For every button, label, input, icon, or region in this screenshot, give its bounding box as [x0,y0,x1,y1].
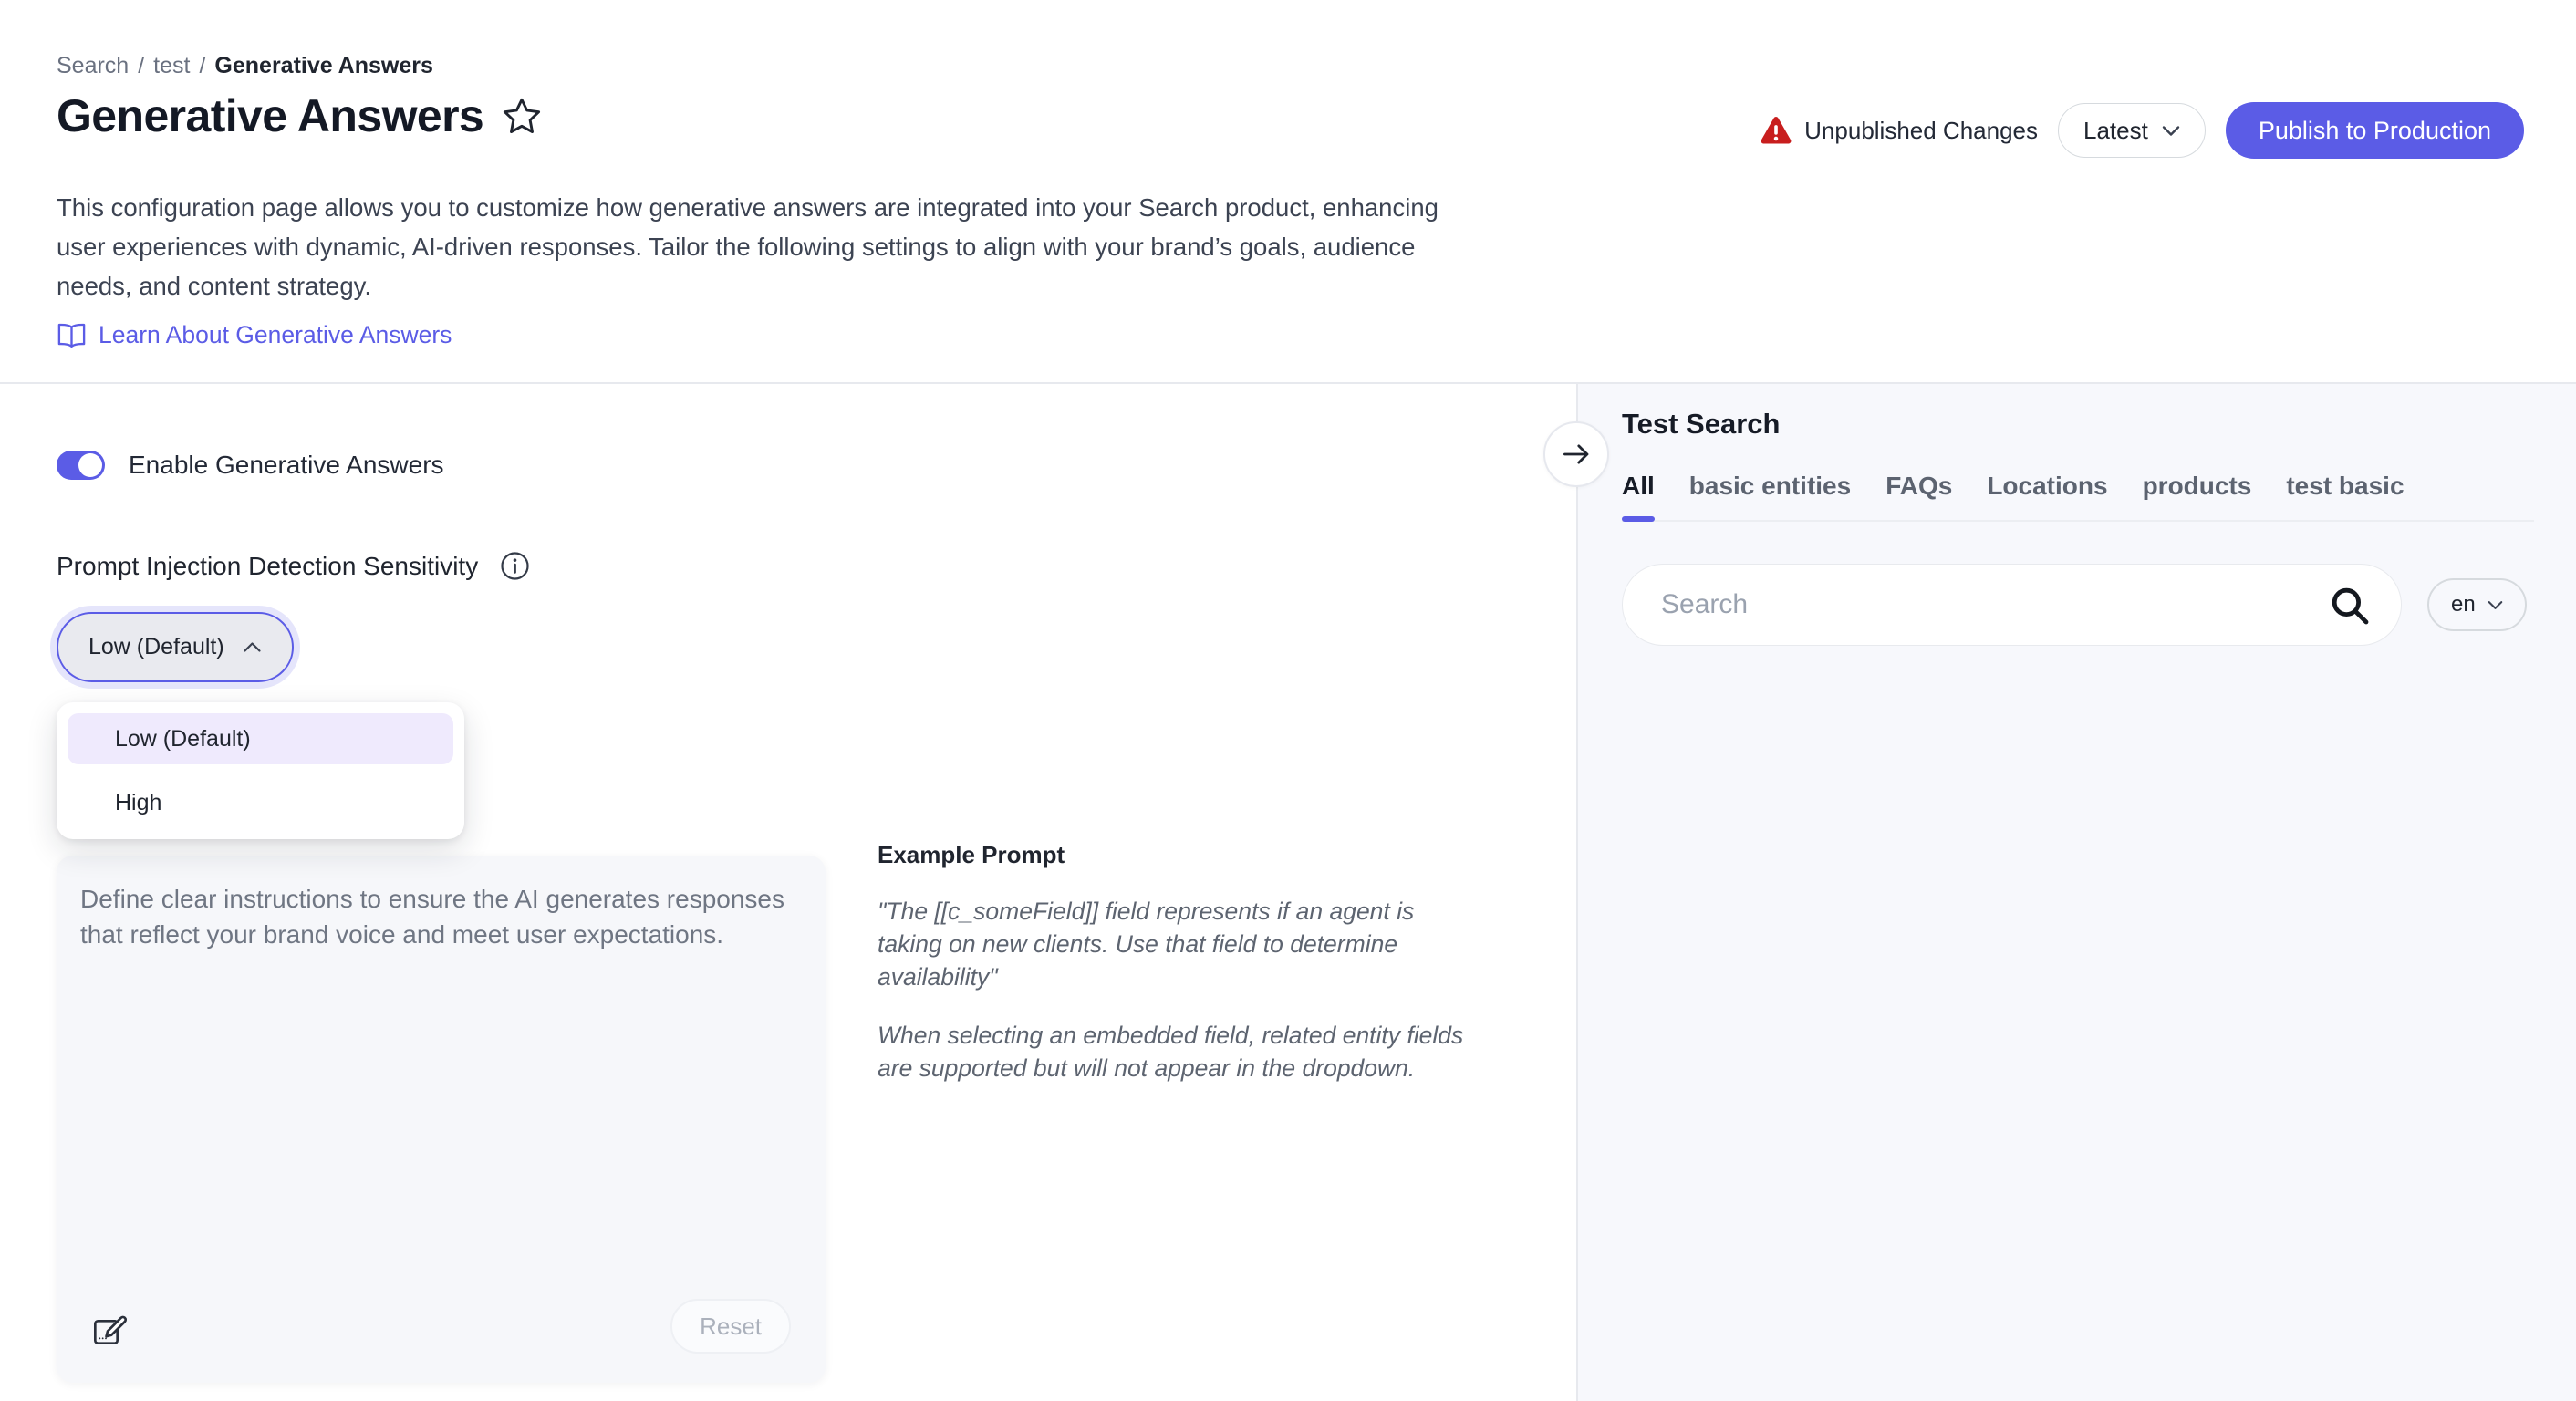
page-description: This configuration page allows you to customize how generative answers are integrated into your Search product, enhancing user experiences with dynamic, AI-driven responses. Tailor the following settings to align with your brand’s goals, audience needs, and content strategy. [57,193,1439,300]
search-icon[interactable] [2328,584,2372,628]
enable-toggle-label: Enable Generative Answers [129,451,444,479]
sensitivity-select[interactable] [57,612,294,682]
sensitivity-label: Prompt Injection Detection Sensitivity [57,551,479,580]
chevron-down-icon [2488,600,2503,610]
edit-note-icon[interactable] [91,1313,128,1350]
status-badge [1760,116,2038,145]
breadcrumb-current: Generative Answers [214,53,433,78]
test-search-title: Test Search [1622,408,1781,440]
prompt-instructions-input[interactable] [78,879,799,1262]
breadcrumb-separator: / [199,53,206,78]
sensitivity-dropdown-menu [57,702,464,839]
learn-about-link-label: Learn About Generative Answers [99,321,452,348]
status-badge-label: Unpublished Changes [1804,116,2039,144]
toggle-knob [78,453,102,477]
collapse-panel-button[interactable] [1543,421,1609,487]
chevron-up-icon [243,641,262,653]
learn-about-link[interactable] [57,321,452,349]
publish-to-production-button[interactable]: Publish to Production [2226,102,2524,159]
title-row [57,89,542,142]
prompt-editor-panel [57,856,826,1383]
breadcrumb [57,53,433,79]
book-icon [57,323,87,348]
reset-button[interactable]: Reset [670,1299,791,1354]
tab-faqs[interactable]: FAQs [1885,472,1953,500]
warning-icon [1760,116,1792,145]
menu-option-low-default[interactable]: Low (Default) [68,713,453,764]
breadcrumb-separator: / [138,53,145,78]
header-actions [1760,102,2524,159]
example-prompt-section [878,841,1470,1110]
version-selector-label: Latest [2083,116,2148,144]
sensitivity-selected-value: Low (Default) [88,634,224,659]
search-row [1622,564,2527,646]
menu-option-high[interactable]: High [115,789,162,815]
breadcrumb-search[interactable]: Search [57,53,130,78]
version-selector[interactable] [2058,103,2206,158]
tab-test-basic[interactable]: test basic [2286,472,2405,500]
search-box [1622,564,2402,646]
chevron-down-icon [2162,125,2180,137]
page-title: Generative Answers [57,90,484,141]
tab-products[interactable]: products [2142,472,2252,500]
vertical-tabs [1622,472,2534,522]
search-input[interactable] [1659,588,2310,621]
breadcrumb-test[interactable]: test [153,53,191,78]
example-prompt-quote: "The [[c_someField]] field represents if an agent is taking on new clients. Use that field to determine availability" [878,898,1415,991]
tab-basic-entities[interactable]: basic entities [1688,472,1852,500]
favorite-star-icon[interactable] [502,97,542,135]
enable-toggle-row [57,451,444,480]
language-selector-value: en [2451,592,2476,617]
language-selector[interactable] [2427,578,2527,631]
info-icon[interactable] [500,551,530,581]
example-prompt-note: When selecting an embedded field, related entity fields are supported but will not appear in the dropdown. [878,1022,1464,1082]
test-search-panel [1576,384,2576,1401]
sensitivity-label-row [57,551,530,581]
arrow-right-icon [1561,441,1592,467]
enable-generative-answers-toggle[interactable] [57,451,105,480]
tab-all[interactable]: All [1622,472,1655,520]
example-prompt-title: Example Prompt [878,841,1065,868]
tab-locations[interactable]: Locations [1987,472,2108,500]
